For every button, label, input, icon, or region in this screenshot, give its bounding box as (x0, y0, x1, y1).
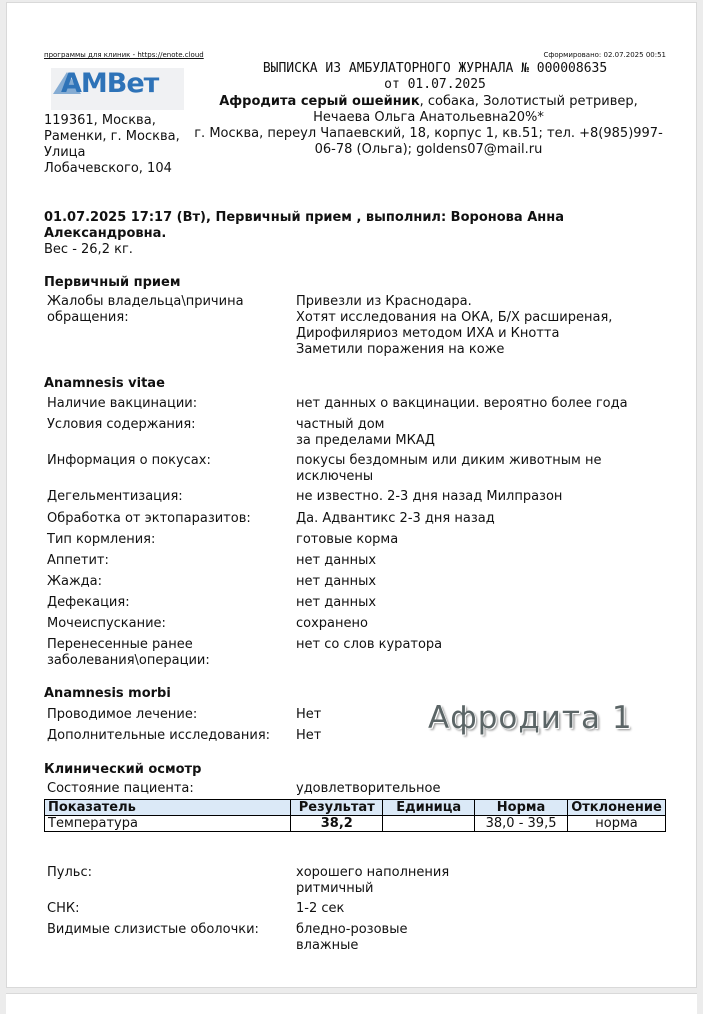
row-value (296, 616, 368, 632)
value-line: хорошего наполнения (296, 865, 450, 880)
clinic-address-line: Улица (44, 145, 86, 160)
label-line: СНК: (47, 901, 80, 916)
row-value (296, 728, 321, 744)
row-value (296, 417, 435, 449)
row-value (296, 532, 398, 548)
table-row (45, 816, 666, 832)
row-label (47, 865, 92, 881)
label-line: заболевания\операции: (47, 653, 210, 668)
row-value (296, 637, 442, 653)
row-label (47, 922, 259, 938)
row-value (296, 901, 344, 917)
clinic-address (44, 113, 180, 177)
value-line: нет со слов куратора (296, 637, 443, 652)
row-label (47, 901, 79, 917)
cell-norm: 38,0 - 39,5 (475, 816, 568, 832)
row-label (47, 574, 102, 590)
value-line: частный дом (296, 417, 385, 432)
label-line: обращения: (47, 310, 129, 325)
label-line: Видимые слизистые оболочки: (47, 922, 259, 937)
value-line: нет данных (296, 595, 377, 610)
row-value (296, 489, 562, 505)
exam-title: Клинический осмотр (44, 762, 202, 777)
label-line: Мочеиспускание: (47, 616, 166, 631)
row-label (47, 595, 130, 611)
label-line: Информация о покусах: (47, 453, 211, 468)
col-result: Результат (291, 800, 383, 816)
label-line: Дополнительные исследования: (47, 728, 271, 743)
cell-deviation: норма (567, 816, 665, 832)
visit-header (44, 210, 664, 258)
row-value (296, 922, 407, 954)
label-line: Жалобы владельца\причина (47, 294, 244, 309)
owner-address-line2: 06-78 (Ольга); goldens07@mail.ru (314, 142, 543, 157)
col-unit: Единица (383, 800, 475, 816)
value-line: 1-2 сек (296, 901, 345, 916)
watermark-text: Афродита 1 (428, 700, 633, 736)
row-label (47, 728, 270, 744)
vitae-title: Anamnesis vitae (44, 376, 165, 391)
label-line: Наличие вакцинации: (47, 396, 198, 411)
clinic-logo (51, 68, 184, 110)
value-line: нет данных (296, 574, 377, 589)
value-line: нет данных (296, 553, 377, 568)
value-line: Да. Адвантикс 2-3 дня назад (296, 511, 495, 526)
morbi-title: Anamnesis morbi (44, 686, 171, 701)
doc-title (214, 61, 656, 93)
cell-indicator: Температура (45, 816, 291, 832)
label-line: Перенесенные ранее (47, 637, 193, 652)
value-line: Нет (296, 707, 322, 722)
visit-weight: Вес - 26,2 кг. (44, 242, 133, 257)
exam-table (44, 799, 666, 832)
label-line: Жажда: (47, 574, 103, 589)
label-line: Аппетит: (47, 553, 109, 568)
row-value (296, 511, 495, 527)
row-value (296, 595, 376, 611)
complaint-label (47, 294, 244, 326)
value-line: ритмичный (296, 881, 374, 896)
value-line: Хотят исследования на ОКА, Б/Х расширеная, (296, 310, 613, 325)
doc-title-line2: от 01.07.2025 (384, 77, 486, 92)
clinic-address-line: Лобачевского, 104 (44, 161, 172, 176)
row-value (296, 553, 376, 569)
row-label (47, 396, 197, 412)
visit-line2: Александровна. (44, 226, 167, 241)
col-indicator: Показатель (45, 800, 291, 816)
row-value (296, 707, 321, 723)
patient-name: Афродита серый ошейник (219, 94, 420, 109)
value-line: не известно. 2-3 дня назад Милпразон (296, 489, 563, 504)
row-label (47, 553, 109, 569)
row-label (47, 637, 210, 669)
row-label (47, 511, 251, 527)
value-line: Привезли из Краснодара. (296, 294, 472, 309)
clinic-address-line: 119361, Москва, (44, 113, 156, 128)
label-line: Тип кормления: (47, 532, 156, 547)
logo-text: AMBет (61, 68, 159, 99)
value-line: нет данных о вакцинации. вероятно более года (296, 396, 628, 411)
table-header-row (45, 800, 666, 816)
value-line: покусы бездомным или диким животным не (296, 453, 602, 468)
label-line: Пульс: (47, 865, 92, 880)
row-value (296, 865, 449, 897)
label-line: Проводимое лечение: (47, 707, 198, 722)
clinic-address-line: Раменки, г. Москва, (44, 129, 180, 144)
label-line: Условия содержания: (47, 417, 196, 432)
col-deviation: Отклонение (567, 800, 665, 816)
label-line: Дефекация: (47, 595, 130, 610)
value-line: сохранено (296, 616, 368, 631)
primary-title: Первичный прием (44, 275, 181, 290)
row-value (296, 396, 628, 412)
row-label (47, 616, 166, 632)
col-norm: Норма (475, 800, 568, 816)
cell-unit (383, 816, 475, 832)
label-line: Обработка от эктопаразитов: (47, 511, 251, 526)
value-line: Нет (296, 728, 322, 743)
row-label (47, 453, 211, 469)
owner-name: Нечаева Ольга Анатольевна20%* (313, 110, 544, 125)
row-label (47, 489, 183, 505)
owner-address-line1: г. Москва, переул Чапаевский, 18, корпус 1, кв.51; тел. +8(985)997- (194, 126, 663, 141)
doc-title-line1: ВЫПИСКА ИЗ АМБУЛАТОРНОГО ЖУРНАЛА № 000008635 (262, 61, 608, 76)
state-value: удовлетворительное (296, 781, 441, 796)
state-label: Состояние пациента: (47, 781, 194, 796)
visit-line1: 01.07.2025 17:17 (Вт), Первичный прием , выполнил: Воронова Анна (44, 210, 564, 225)
cell-result: 38,2 (291, 816, 383, 832)
patient-info (186, 94, 671, 158)
source-link[interactable]: программы для клиник - https://enote.cloud (44, 51, 204, 59)
row-value (296, 453, 602, 485)
patient-details: , собака, Золотистый ретривер, (419, 94, 638, 109)
value-line: бледно-розовые (296, 922, 408, 937)
value-line: Дирофиляриоз методом ИХА и Кнотта (296, 326, 560, 341)
row-label (47, 417, 196, 433)
label-line: Дегельментизация: (47, 489, 183, 504)
value-line: влажные (296, 938, 359, 953)
generated-timestamp: Сформировано: 02.07.2025 00:51 (543, 51, 666, 59)
complaint-value (296, 294, 612, 358)
value-line: готовые корма (296, 532, 399, 547)
row-label (47, 707, 197, 723)
value-line: Заметили поражения на коже (296, 342, 505, 357)
value-line: исключены (296, 469, 374, 484)
value-line: за пределами МКАД (296, 433, 435, 448)
row-label (47, 532, 155, 548)
row-value (296, 574, 376, 590)
next-page-edge (6, 993, 697, 1014)
